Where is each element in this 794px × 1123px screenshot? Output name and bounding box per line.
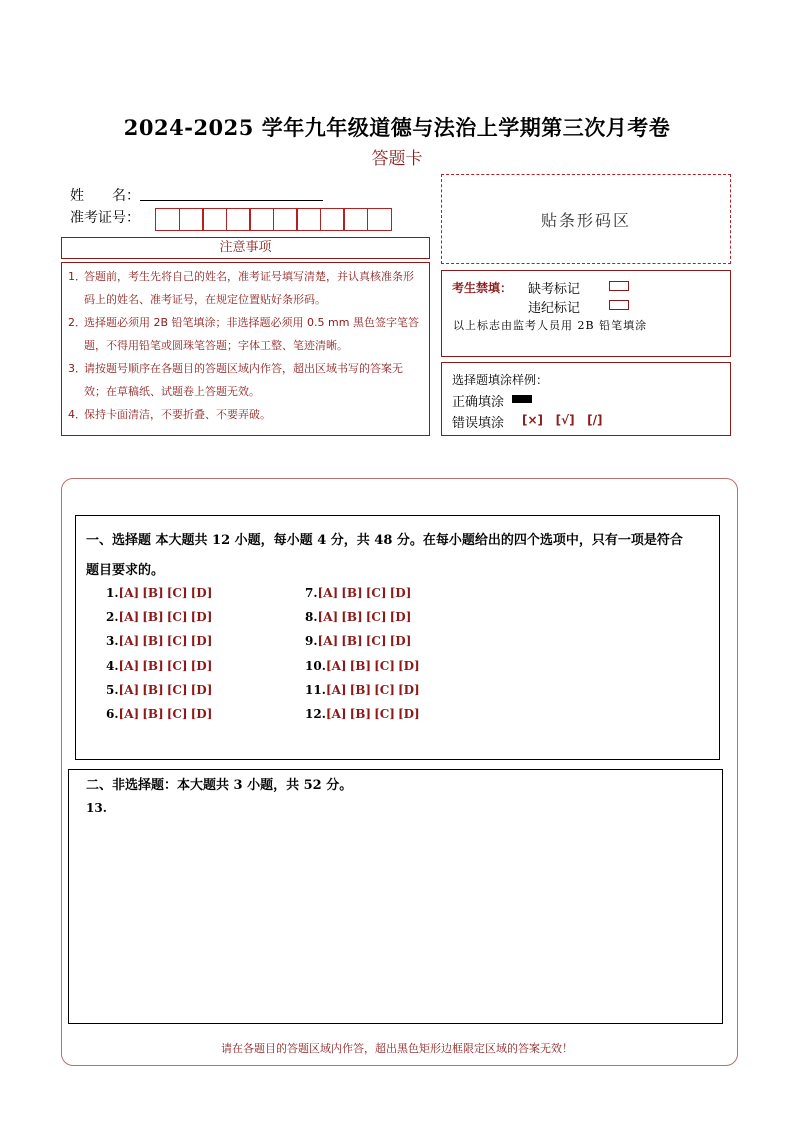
question-number: 1. [106,586,119,600]
question-row [305,683,423,697]
option-bubble[interactable]: [C] [166,682,188,697]
wrong-mark-cross: [×] [522,413,544,427]
section1-heading-line1: 一、选择题 本大题共 12 小题，每小题 4 分，共 48 分。在每小题给出的四个选项中，只有一项是符合 [86,533,683,548]
notice-box [61,262,430,436]
notice-item-text: 答题前，考生先将自己的姓名，准考证号填写清楚，并认真核准条形码上的姓名、准考证号，在规定位置贴好条形码。 [84,270,414,306]
correct-fill-label: 正确填涂 [452,395,505,410]
section1-heading-line2: 题目要求的。 [86,563,165,578]
wrong-mark-slash: [/] [587,413,603,427]
exam-id-digit-box[interactable] [179,208,204,231]
question-number: 7. [305,586,318,600]
question-number: 12. [305,707,326,721]
exam-id-digit-box[interactable] [249,208,274,231]
option-bubble[interactable]: [C] [365,610,387,625]
option-bubble[interactable]: [D] [389,586,412,600]
option-bubble[interactable]: [D] [389,634,412,649]
sample-title: 选择题填涂样例： [452,373,549,387]
option-bubble[interactable]: [A] [317,610,339,625]
name-input-line[interactable] [140,200,323,201]
option-bubble[interactable]: [D] [389,610,412,625]
option-bubble[interactable]: [A] [325,658,347,673]
question-row [305,634,414,648]
notice-item-text: 保持卡面清洁，不要折叠、不要弄破。 [84,408,271,421]
question-number: 4. [106,658,119,673]
notice-item-number: 4． [68,408,86,421]
option-bubble[interactable]: [B] [341,634,363,649]
violation-mark-box[interactable] [609,300,629,310]
exam-id-digit-box[interactable] [320,208,345,231]
question-row [106,683,215,697]
exam-id-label: 准考证号： [70,210,140,226]
option-bubble[interactable]: [B] [341,586,363,600]
notice-item-text: 选择题必须用 2B 铅笔填涂；非选择题必须用 0.5 mm 黑色签字笔答题，不得用铅笔或圆珠笔答题；字体工整、笔迹清晰。 [84,316,419,352]
option-bubble[interactable]: [C] [166,610,188,625]
question-row [106,586,215,600]
option-bubble[interactable]: [D] [190,634,213,649]
notice-item [68,265,423,311]
option-bubble[interactable]: [B] [142,610,164,625]
option-bubble[interactable]: [D] [190,658,213,673]
correct-fill-sample [512,395,532,403]
question-row [106,634,215,648]
option-bubble[interactable]: [D] [397,658,420,673]
question-row [106,610,215,624]
status-note: 以上标志由监考人员用 2B 铅笔填涂 [453,319,648,332]
option-bubble[interactable]: [B] [142,586,164,600]
option-bubble[interactable]: [B] [341,610,363,625]
notice-item-number: 2． [68,316,86,329]
wrong-fill-samples [522,413,602,427]
option-bubble[interactable]: [A] [118,586,140,600]
option-bubble[interactable]: [A] [118,707,140,721]
option-bubble[interactable]: [B] [142,707,164,721]
question-row [305,586,414,600]
open-answer-box[interactable] [68,769,723,1024]
option-bubble[interactable]: [C] [374,658,395,673]
page-title: 2024-2025 学年九年级道德与法治上学期第三次月考卷 [123,115,671,140]
question-row [305,659,423,673]
question-number: 9. [305,634,318,649]
question-number: 8. [305,610,318,625]
question-row [305,707,423,721]
examinee-status-box [441,270,731,357]
option-bubble[interactable]: [A] [317,634,339,649]
exam-id-digit-box[interactable] [367,208,392,231]
section1-heading [86,526,716,586]
option-bubble[interactable]: [D] [397,707,420,721]
barcode-label: 贴条形码区 [540,210,631,230]
option-bubble[interactable]: [C] [374,682,395,697]
option-bubble[interactable]: [A] [118,634,140,649]
question-number: 6. [106,707,119,721]
notice-item [68,311,423,357]
option-bubble[interactable]: [D] [190,610,213,625]
footer-warning: 请在各题目的答题区域内作答，超出黑色矩形边框限定区域的答案无效！ [221,1042,573,1055]
option-bubble[interactable]: [A] [325,707,347,721]
notice-item-text: 请按题号顺序在各题目的答题区域内作答，超出区域书写的答案无效；在草稿纸、试题卷上答题无效。 [84,362,403,398]
barcode-area [441,174,731,264]
option-bubble[interactable]: [B] [142,682,164,697]
question-row [305,610,414,624]
option-bubble[interactable]: [C] [374,707,395,721]
wrong-mark-check: [√] [555,413,575,427]
option-bubble[interactable]: [C] [166,586,188,600]
question-number: 3. [106,634,119,649]
option-bubble[interactable]: [A] [317,586,339,600]
option-bubble[interactable]: [C] [166,658,188,673]
violation-mark-label: 违纪标记 [528,301,581,316]
option-bubble[interactable]: [B] [142,634,164,649]
option-bubble[interactable]: [B] [349,682,372,697]
option-bubble[interactable]: [C] [166,707,188,721]
exam-id-digit-box[interactable] [343,208,368,231]
exam-id-digit-box[interactable] [155,208,180,231]
option-bubble[interactable]: [C] [365,586,387,600]
notice-item-number: 1． [68,270,86,283]
exam-id-digit-box[interactable] [273,208,298,231]
name-label: 姓 名： [70,188,140,204]
option-bubble[interactable]: [A] [118,682,140,697]
option-bubble[interactable]: [C] [365,634,387,649]
option-bubble[interactable]: [B] [142,658,164,673]
notice-title: 注意事项 [61,237,430,259]
notice-item-number: 3． [68,362,86,375]
absent-mark-box[interactable] [609,281,629,291]
notice-item [68,357,423,403]
wrong-fill-label: 错误填涂 [452,416,505,431]
exam-id-digit-box[interactable] [296,208,321,231]
notice-item [68,403,423,426]
option-bubble[interactable]: [D] [397,682,420,697]
option-bubble[interactable]: [B] [349,658,372,673]
question-13-number: 13. [86,801,107,815]
question-number: 2. [106,610,119,625]
page-subtitle: 答题卡 [371,149,423,169]
exam-id-boxes[interactable] [155,208,390,231]
question-number: 11. [305,682,326,697]
option-bubble[interactable]: [D] [190,682,213,697]
option-bubble[interactable]: [C] [166,634,188,649]
question-row [106,659,215,673]
option-bubble[interactable]: [A] [325,682,347,697]
option-bubble[interactable]: [A] [118,610,140,625]
absent-mark-label: 缺考标记 [528,282,581,297]
fill-sample-box [441,362,731,436]
exam-id-digit-box[interactable] [226,208,251,231]
option-bubble[interactable]: [D] [190,586,213,600]
question-number: 10. [305,658,326,673]
exam-id-digit-box[interactable] [202,208,227,231]
option-bubble[interactable]: [B] [349,707,372,721]
option-bubble[interactable]: [A] [118,658,140,673]
section2-heading: 二、非选择题：本大题共 3 小题，共 52 分。 [86,778,353,793]
question-number: 5. [106,682,119,697]
status-label: 考生禁填： [452,281,513,295]
question-row [106,707,215,721]
option-bubble[interactable]: [D] [190,707,213,721]
